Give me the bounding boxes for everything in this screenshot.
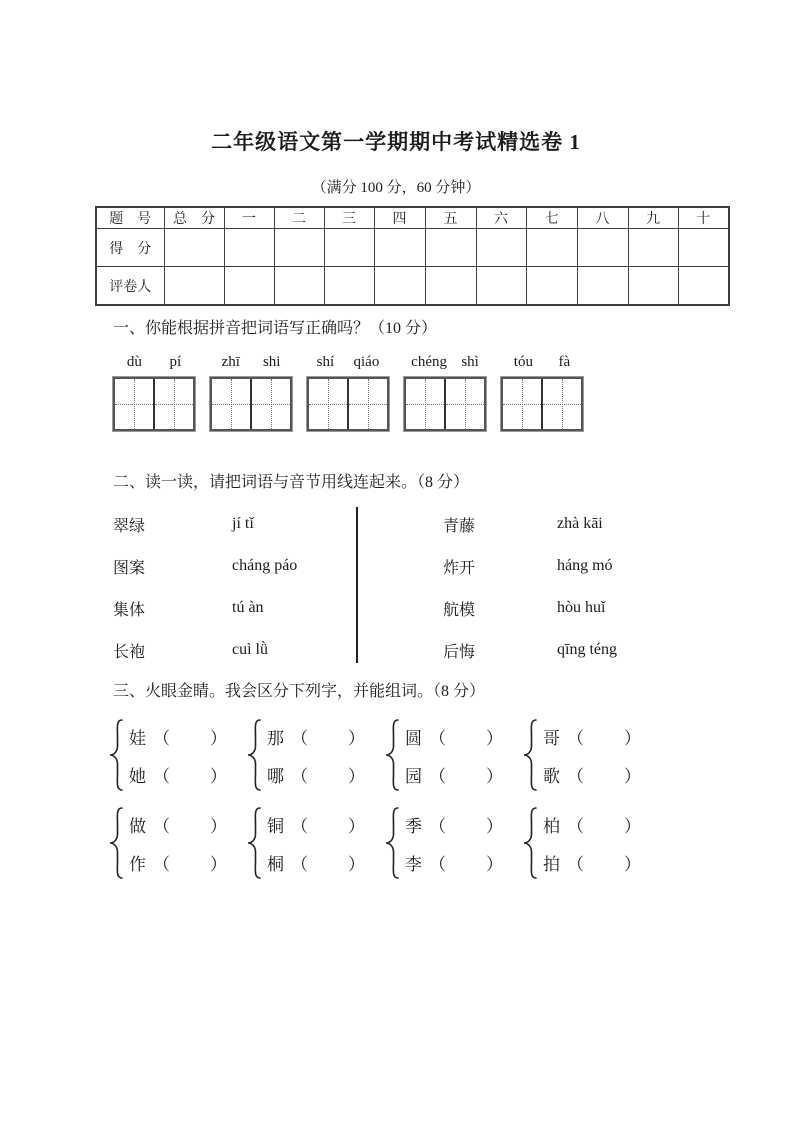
writing-box-cell — [212, 379, 252, 429]
column-divider-line — [356, 507, 358, 663]
section2-match-area — [0, 503, 792, 671]
answer-blank: （ ） — [567, 728, 643, 748]
character: 哪 — [267, 766, 284, 786]
match-word: 图案 — [113, 559, 146, 577]
char-pair-group — [108, 718, 229, 792]
character: 拍 — [543, 854, 560, 874]
char-pair — [543, 724, 643, 787]
header-cell-q10: 十 — [678, 207, 729, 229]
character: 歌 — [543, 766, 560, 786]
match-row — [0, 587, 792, 629]
char-line — [129, 812, 229, 837]
pinyin-syllable: zhī — [221, 354, 240, 371]
brace-icon — [522, 806, 538, 880]
char-line — [129, 762, 229, 787]
answer-blank: （ ） — [567, 816, 643, 836]
character: 哥 — [543, 728, 560, 748]
brace-icon — [108, 806, 124, 880]
char-pair-group — [522, 718, 643, 792]
header-cell-q6: 六 — [476, 207, 526, 229]
char-pair — [129, 812, 229, 875]
char-line — [543, 724, 643, 749]
answer-blank: （ ） — [429, 728, 505, 748]
character: 作 — [129, 854, 146, 874]
writing-box-pair — [210, 377, 292, 431]
pinyin-syllable: dù — [126, 354, 142, 371]
brace-icon — [246, 718, 262, 792]
brace-icon — [384, 806, 400, 880]
match-pinyin: háng mó — [557, 557, 613, 575]
grader-cell — [324, 267, 374, 306]
char-pair — [405, 812, 505, 875]
writing-box-cell — [115, 379, 155, 429]
answer-blank: （ ） — [291, 766, 367, 786]
header-cell-q4: 四 — [374, 207, 425, 229]
answer-blank: （ ） — [567, 854, 643, 874]
pinyin-group — [307, 354, 389, 371]
pinyin-syllable: shi — [262, 354, 281, 371]
score-row — [96, 229, 729, 267]
pinyin-group — [501, 354, 583, 371]
grader-cell — [164, 267, 224, 306]
score-cell — [425, 229, 476, 267]
header-cell-q1: 一 — [224, 207, 274, 229]
answer-blank: （ ） — [567, 766, 643, 786]
pinyin-syllable: pí — [169, 354, 182, 371]
pinyin-group — [113, 354, 195, 371]
match-word: 青藤 — [443, 517, 476, 535]
row-label-score: 得 分 — [96, 229, 164, 267]
character: 桐 — [267, 854, 284, 874]
row-label-grader: 评卷人 — [96, 267, 164, 306]
char-pair-group — [246, 806, 367, 880]
match-word: 翠绿 — [113, 517, 146, 535]
pinyin-syllable: qiáo — [353, 354, 380, 371]
score-cell — [274, 229, 324, 267]
writing-box-cell — [406, 379, 446, 429]
score-cell — [678, 229, 729, 267]
score-cell — [476, 229, 526, 267]
character: 园 — [405, 766, 422, 786]
writing-box-cell — [155, 379, 193, 429]
writing-box-cell — [503, 379, 543, 429]
char-line — [129, 850, 229, 875]
grader-cell — [526, 267, 577, 306]
grader-cell — [274, 267, 324, 306]
writing-box-cell — [349, 379, 387, 429]
char-pair — [405, 724, 505, 787]
writing-box-pair — [307, 377, 389, 431]
answer-blank: （ ） — [153, 816, 229, 836]
pinyin-syllable: shì — [461, 354, 479, 371]
char-line — [405, 724, 505, 749]
char-line — [267, 850, 367, 875]
pinyin-syllable: tóu — [513, 354, 533, 371]
grader-cell — [628, 267, 678, 306]
answer-blank: （ ） — [153, 854, 229, 874]
header-cell-q2: 二 — [274, 207, 324, 229]
page-subtitle: （满分 100 分，60 分钟） — [311, 180, 481, 197]
grader-cell — [374, 267, 425, 306]
char-pair — [543, 812, 643, 875]
section1-heading: 一、你能根据拼音把词语写正确吗？（10 分） — [113, 320, 438, 338]
score-table-header-row — [96, 207, 729, 229]
char-line — [267, 762, 367, 787]
section1-pinyin-row — [113, 354, 792, 371]
match-pinyin: qīng téng — [557, 641, 617, 659]
match-row — [0, 503, 792, 545]
char-line — [405, 850, 505, 875]
writing-box-cell — [543, 379, 581, 429]
score-table — [95, 206, 730, 306]
match-word: 长袍 — [113, 643, 146, 661]
brace-icon — [246, 806, 262, 880]
char-pair-group — [522, 806, 643, 880]
pinyin-syllable: shí — [316, 354, 335, 371]
writing-box-pair — [501, 377, 583, 431]
section3-row2 — [108, 806, 792, 880]
character: 做 — [129, 816, 146, 836]
char-pair-group — [246, 718, 367, 792]
brace-icon — [108, 718, 124, 792]
match-pinyin: tú àn — [232, 599, 264, 617]
section1-writing-boxes-row — [113, 377, 792, 431]
writing-box-pair — [404, 377, 486, 431]
char-line — [129, 724, 229, 749]
score-cell — [324, 229, 374, 267]
character: 柏 — [543, 816, 560, 836]
character: 那 — [267, 728, 284, 748]
match-word: 后悔 — [443, 643, 476, 661]
header-cell-question-number: 题 号 — [96, 207, 164, 229]
char-line — [543, 850, 643, 875]
header-cell-total: 总 分 — [164, 207, 224, 229]
score-cell — [374, 229, 425, 267]
match-word: 炸开 — [443, 559, 476, 577]
answer-blank: （ ） — [291, 816, 367, 836]
header-cell-q9: 九 — [628, 207, 678, 229]
header-cell-q7: 七 — [526, 207, 577, 229]
grader-cell — [425, 267, 476, 306]
brace-icon — [522, 718, 538, 792]
char-pair — [129, 724, 229, 787]
score-cell — [164, 229, 224, 267]
char-line — [543, 812, 643, 837]
pinyin-syllable: fà — [558, 354, 571, 371]
char-line — [543, 762, 643, 787]
match-word: 航模 — [443, 601, 476, 619]
section3-heading: 三、火眼金睛。我会区分下列字，并能组词。（8 分） — [113, 683, 486, 701]
score-cell — [577, 229, 628, 267]
writing-box-cell — [309, 379, 349, 429]
answer-blank: （ ） — [153, 766, 229, 786]
grader-cell — [577, 267, 628, 306]
pinyin-group — [210, 354, 292, 371]
page-title: 二年级语文第一学期期中考试精选卷 1 — [211, 130, 581, 154]
match-pinyin: jí tǐ — [232, 515, 254, 533]
section2-heading: 二、读一读，请把词语与音节用线连起来。（8 分） — [113, 474, 470, 492]
grader-cell — [476, 267, 526, 306]
score-cell — [224, 229, 274, 267]
match-pinyin: cuì lǜ — [232, 641, 268, 659]
char-pair — [267, 812, 367, 875]
character: 娃 — [129, 728, 146, 748]
pinyin-group — [404, 354, 486, 371]
grader-cell — [224, 267, 274, 306]
header-cell-q8: 八 — [577, 207, 628, 229]
pinyin-syllable: chéng — [411, 354, 447, 371]
grader-cell — [678, 267, 729, 306]
section3-row1 — [108, 718, 792, 792]
header-cell-q3: 三 — [324, 207, 374, 229]
char-line — [405, 762, 505, 787]
score-cell — [526, 229, 577, 267]
writing-box-pair — [113, 377, 195, 431]
char-pair-group — [384, 718, 505, 792]
answer-blank: （ ） — [429, 766, 505, 786]
header-cell-q5: 五 — [425, 207, 476, 229]
match-pinyin: zhà kāi — [557, 515, 603, 533]
answer-blank: （ ） — [291, 728, 367, 748]
score-cell — [628, 229, 678, 267]
answer-blank: （ ） — [429, 816, 505, 836]
answer-blank: （ ） — [153, 728, 229, 748]
grader-row — [96, 267, 729, 306]
char-line — [267, 812, 367, 837]
answer-blank: （ ） — [429, 854, 505, 874]
character: 她 — [129, 766, 146, 786]
char-line — [405, 812, 505, 837]
match-row — [0, 545, 792, 587]
character: 季 — [405, 816, 422, 836]
char-pair-group — [384, 806, 505, 880]
writing-box-cell — [446, 379, 484, 429]
writing-box-cell — [252, 379, 290, 429]
match-pinyin: hòu huǐ — [557, 599, 606, 617]
char-pair-group — [108, 806, 229, 880]
match-pinyin: cháng páo — [232, 557, 298, 575]
answer-blank: （ ） — [291, 854, 367, 874]
character: 李 — [405, 854, 422, 874]
brace-icon — [384, 718, 400, 792]
character: 铜 — [267, 816, 284, 836]
match-row — [0, 629, 792, 671]
character: 圆 — [405, 728, 422, 748]
match-word: 集体 — [113, 601, 146, 619]
char-pair — [267, 724, 367, 787]
char-line — [267, 724, 367, 749]
